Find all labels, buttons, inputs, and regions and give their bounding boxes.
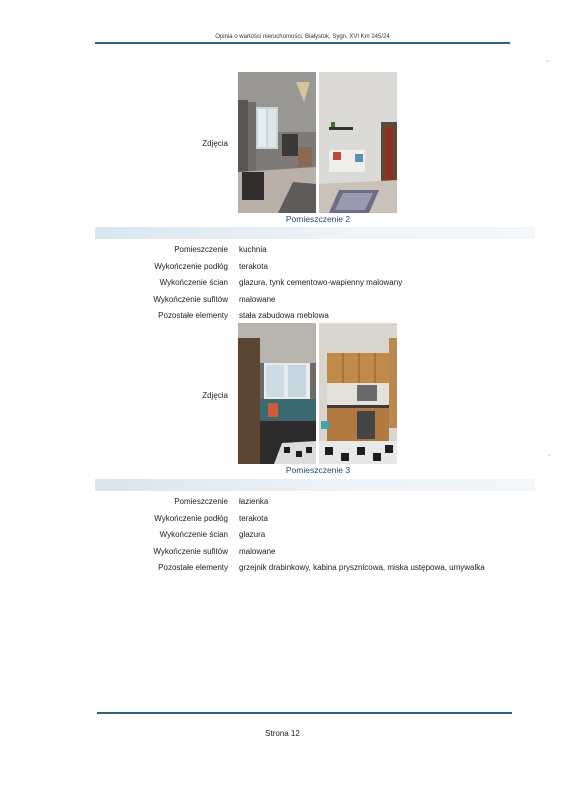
row-label: Pomieszczenie xyxy=(174,245,228,254)
row-value: glazura xyxy=(239,530,266,539)
row-label: Pozostałe elementy xyxy=(158,311,228,320)
photos-label-2: Zdjęcia xyxy=(202,139,228,148)
header-rule xyxy=(95,42,510,44)
room-photo-living-2 xyxy=(319,72,397,213)
page-number: Strona 12 xyxy=(265,729,300,738)
row-label: Wykończenie sufitów xyxy=(153,547,228,556)
living-room-sofa-image xyxy=(319,72,397,213)
row-value: stała zabudowa meblowa xyxy=(239,311,329,320)
row-value: grzejnik drabinkowy, kabina prysznicowa, miska ustępowa, umywalka xyxy=(239,563,485,572)
row-value: malowane xyxy=(239,295,276,304)
kitchen-window-image xyxy=(238,323,316,464)
row-value: malowane xyxy=(239,547,276,556)
photos-label-3: Zdjęcia xyxy=(202,391,228,400)
row-label: Pomieszczenie xyxy=(174,497,228,506)
section-band-4 xyxy=(95,479,535,491)
living-room-image xyxy=(238,72,316,213)
row-label: Wykończenie podłóg xyxy=(154,514,228,523)
scan-speck xyxy=(546,60,549,62)
scan-speck xyxy=(548,454,551,456)
photo-caption-2: Pomieszczenie 2 xyxy=(285,214,351,224)
row-label: Wykończenie ścian xyxy=(159,530,228,539)
room-photo-kitchen-1 xyxy=(238,323,316,464)
row-value: łazienka xyxy=(239,497,269,506)
row-value: kuchnia xyxy=(239,245,267,254)
row-value: terakota xyxy=(239,514,268,523)
row-label: Wykończenie sufitów xyxy=(153,295,228,304)
room-photo-living-1 xyxy=(238,72,316,213)
section-band-3 xyxy=(95,227,535,239)
row-label: Pozostałe elementy xyxy=(158,563,228,572)
photo-caption-3: Pomieszczenie 3 xyxy=(285,465,351,475)
row-value: glazura, tynk cementowo-wapienny malowany xyxy=(239,278,403,287)
kitchen-cabinets-image xyxy=(319,323,397,464)
row-label: Wykończenie podłóg xyxy=(154,262,228,271)
row-value: terakota xyxy=(239,262,268,271)
footer-rule xyxy=(97,712,512,714)
row-label: Wykończenie ścian xyxy=(159,278,228,287)
room-photo-kitchen-2 xyxy=(319,323,397,464)
header-text: Opinia o wartości nieruchomości, Białystok, Sygn. XVI Km 245/24 xyxy=(215,34,390,40)
